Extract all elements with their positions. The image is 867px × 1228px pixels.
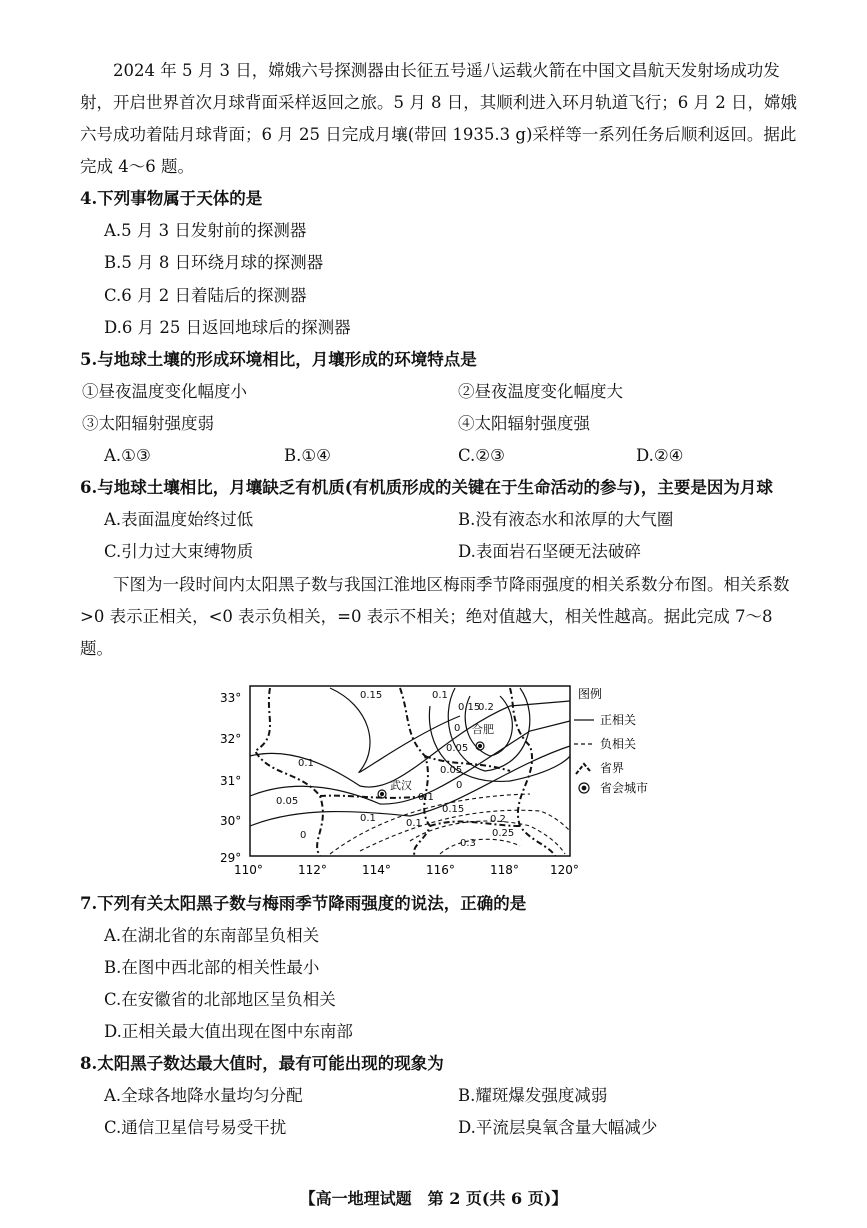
contour-label: 0.1 [406, 818, 422, 829]
lat-label-31: 31° [220, 774, 242, 788]
legend-capital-icon [579, 783, 589, 793]
lon-label-116: 116° [426, 863, 455, 876]
lat-label-32: 32° [220, 732, 242, 746]
intro-paragraph-2: 下图为一段时间内太阳黑子数与我国江淮地区梅雨季节降雨强度的相关系数分布图。相关系数>0 表示正相关，<0 表示负相关，=0 表示不相关；绝对值越大，相关性越高。据此完成 7～8 题。 [80, 575, 790, 658]
contour-label: 0.25 [492, 828, 515, 839]
question-7-option-b: B.在图中西北部的相关性最小 [104, 958, 320, 977]
intro-paragraph-1: 2024 年 5 月 3 日，嫦娥六号探测器由长征五号遥八运载火箭在中国文昌航天发射场成功发射，开启世界首次月球背面采样返回之旅。5 月 8 日，其顺利进入环月轨道飞行；6 月 2 日，嫦娥六号成功着陆月球背面；6 月 25 日完成月壤(带回 1935.3 g)采样等一系列任务后顺利返回。据此完成 4～6 题。 [80, 61, 797, 176]
contour-label: 0.2 [478, 702, 494, 713]
question-7-option-a: A.在湖北省的东南部呈负相关 [104, 926, 320, 945]
question-4-option-c: C.6 月 2 日着陆后的探测器 [104, 286, 307, 305]
question-8-option-b: B.耀斑爆发强度减弱 [458, 1086, 608, 1105]
contour-label: 0.1 [418, 792, 434, 803]
lon-label-114: 114° [362, 863, 391, 876]
question-8-option-a: A.全球各地降水量均匀分配 [104, 1086, 303, 1105]
question-5-option-d: D.②④ [636, 446, 684, 465]
question-6-stem: 6.与地球土壤相比，月壤缺乏有机质(有机质形成的关键在于生命活动的参与)，主要是因为月球 [80, 478, 773, 497]
correlation-map [210, 676, 670, 876]
question-5-item-4: ④太阳辐射强度强 [458, 414, 590, 433]
capital-hefei-icon [476, 742, 484, 750]
question-4-stem: 4.下列事物属于天体的是 [80, 189, 263, 208]
lon-label-112: 112° [298, 863, 327, 876]
lon-label-118: 118° [490, 863, 519, 876]
contour-label: 0.2 [490, 814, 506, 825]
question-6-option-d: D.表面岩石坚硬无法破碎 [458, 542, 641, 561]
legend-capital-label: 省会城市 [600, 781, 649, 795]
contour-label: 0.15 [458, 702, 481, 713]
question-6-option-a: A.表面温度始终过低 [104, 510, 254, 529]
question-7-option-c: C.在安徽省的北部地区呈负相关 [104, 990, 336, 1009]
question-4-option-b: B.5 月 8 日环绕月球的探测器 [104, 253, 324, 272]
question-5-item-1: ①昼夜温度变化幅度小 [82, 382, 247, 401]
page-footer: 【高一地理试题 第 2 页(共 6 页)】 [299, 1189, 568, 1208]
legend-positive-label: 正相关 [600, 713, 637, 727]
question-5-stem: 5.与地球土壤的形成环境相比，月壤形成的环境特点是 [80, 350, 477, 369]
contour-label: 0 [454, 723, 461, 734]
contour-label: 0.15 [442, 804, 465, 815]
lat-label-33: 33° [220, 691, 242, 705]
lon-label-110: 110° [234, 863, 263, 876]
contour-label: 0.05 [446, 743, 469, 754]
capital-wuhan-icon [378, 790, 386, 798]
question-5-option-b: B.①④ [284, 446, 331, 465]
question-4-option-d: D.6 月 25 日返回地球后的探测器 [104, 318, 351, 337]
question-8-option-d: D.平流层臭氧含量大幅减少 [458, 1118, 658, 1137]
lat-label-30: 30° [220, 814, 242, 828]
contour-label: 0.3 [460, 838, 476, 849]
contour-label: 0.1 [432, 690, 448, 701]
question-8-option-c: C.通信卫星信号易受干扰 [104, 1118, 287, 1137]
question-5-option-a: A.①③ [104, 446, 151, 465]
city-label-wuhan: 武汉 [390, 779, 412, 792]
contour-label: 0.1 [298, 758, 314, 769]
legend-border-label: 省界 [600, 761, 625, 775]
question-5-option-c: C.②③ [458, 446, 505, 465]
question-8-stem: 8.太阳黑子数达最大值时，最有可能出现的现象为 [80, 1054, 444, 1073]
question-4-option-a: A.5 月 3 日发射前的探测器 [104, 221, 307, 240]
question-5-item-2: ②昼夜温度变化幅度大 [458, 382, 623, 401]
legend-negative-label: 负相关 [600, 737, 637, 751]
question-6-option-c: C.引力过大束缚物质 [104, 542, 254, 561]
contour-label: 0.15 [360, 690, 383, 701]
lat-label-29: 29° [220, 851, 242, 865]
contour-label: 0 [456, 780, 463, 791]
legend-border-line [576, 764, 590, 774]
question-7-option-d: D.正相关最大值出现在图中东南部 [104, 1022, 353, 1041]
city-label-hefei: 合肥 [472, 723, 494, 736]
contour-label: 0.05 [276, 796, 299, 807]
question-5-item-3: ③太阳辐射强度弱 [82, 414, 214, 433]
question-7-stem: 7.下列有关太阳黑子数与梅雨季节降雨强度的说法，正确的是 [80, 894, 527, 913]
lon-label-120: 120° [550, 863, 579, 876]
legend-title: 图例 [578, 687, 603, 701]
contour-label: 0 [300, 830, 307, 841]
contour-label: 0.05 [440, 765, 463, 776]
question-6-option-b: B.没有液态水和浓厚的大气圈 [458, 510, 674, 529]
contour-label: 0.1 [360, 813, 376, 824]
